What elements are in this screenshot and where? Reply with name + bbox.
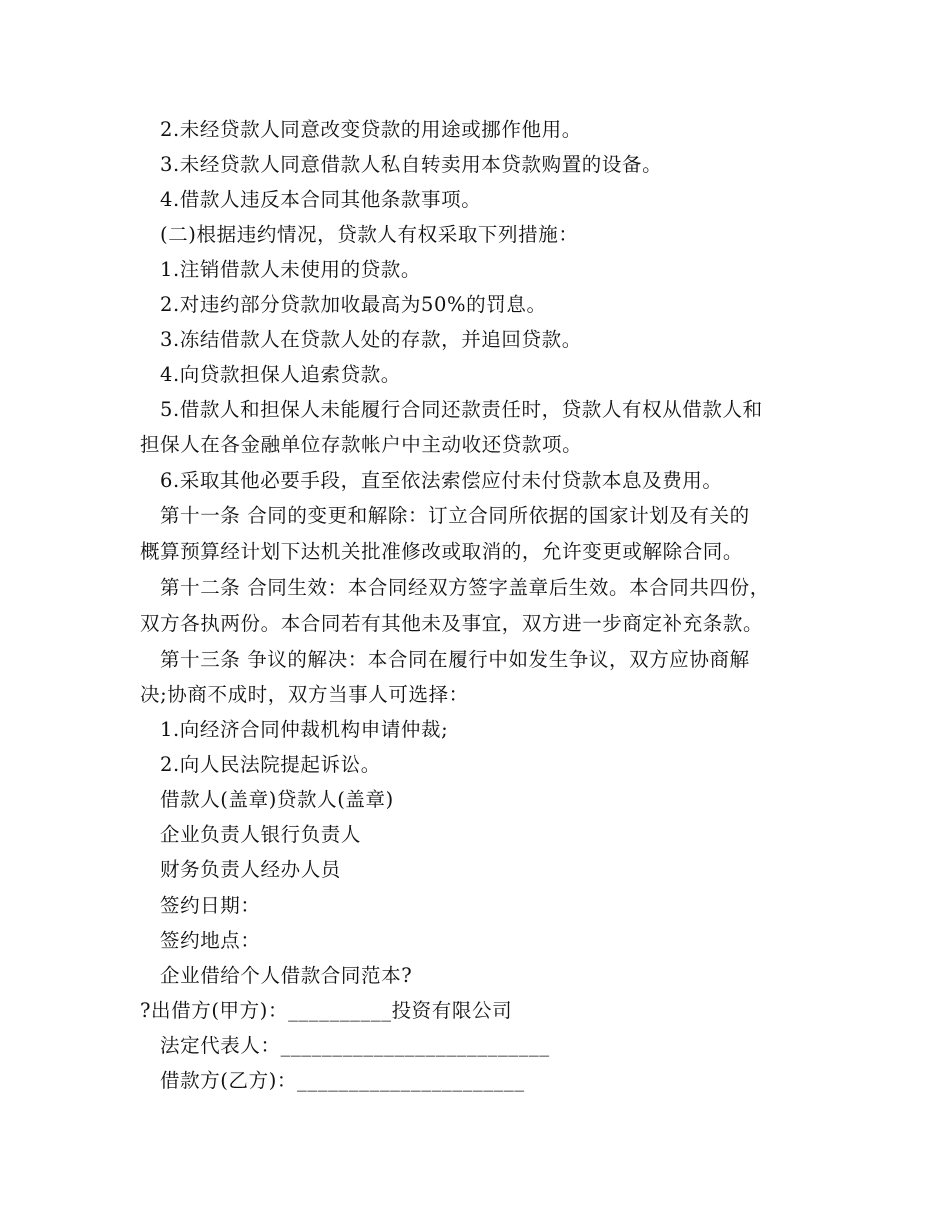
clause-line: 3.未经贷款人同意借款人私自转卖用本贷款购置的设备。	[160, 153, 663, 176]
clause-line: 2.对违约部分贷款加收最高为50%的罚息。	[160, 293, 547, 316]
clause-line: 4.向贷款担保人追索贷款。	[160, 363, 401, 386]
signature-line: 财务负责人经办人员	[160, 858, 341, 881]
borrower-line: 借款方(乙方)：______________________	[160, 1069, 525, 1092]
clause-line: 4.借款人违反本合同其他条款事项。	[160, 188, 482, 211]
signature-line: 借款人(盖章)贷款人(盖章)	[160, 788, 394, 811]
clause-line: 2.未经贷款人同意改变贷款的用途或挪作他用。	[160, 118, 582, 141]
article-12-line: 双方各执两份。本合同若有其他未及事宜，双方进一步商定补充条款。	[140, 612, 764, 635]
signing-place: 签约地点：	[160, 929, 261, 952]
article-12-line: 第十二条 合同生效：本合同经双方签字盖章后生效。本合同共四份，	[160, 576, 770, 599]
signature-line: 企业负责人银行负责人	[160, 823, 362, 846]
clause-line: 3.冻结借款人在贷款人处的存款，并追回贷款。	[160, 328, 582, 351]
article-11-line: 第十一条 合同的变更和解除：订立合同所依据的国家计划及有关的	[160, 504, 750, 527]
clause-line: 6.采取其他必要手段，直至依法索偿应付未付贷款本息及费用。	[160, 469, 723, 492]
lender-line: ?出借方(甲方)：__________投资有限公司	[140, 999, 513, 1022]
clause-line: 1.向经济合同仲裁机构申请仲裁;	[160, 718, 449, 741]
clause-line: 担保人在各金融单位存款帐户中主动收还贷款项。	[140, 433, 583, 456]
legal-representative-line: 法定代表人：__________________________	[160, 1034, 550, 1057]
section-heading: (二)根据违约情况，贷款人有权采取下列措施：	[160, 223, 579, 246]
clause-line: 2.向人民法院提起诉讼。	[160, 753, 381, 776]
article-13-line: 决;协商不成时，双方当事人可选择：	[140, 683, 469, 706]
article-13-line: 第十三条 争议的解决：本合同在履行中如发生争议，双方应协商解	[160, 648, 750, 671]
signing-date: 签约日期：	[160, 894, 261, 917]
clause-line: 1.注销借款人未使用的贷款。	[160, 258, 422, 281]
article-11-line: 概算预算经计划下达机关批准修改或取消的，允许变更或解除合同。	[140, 540, 744, 563]
template-title: 企业借给个人借款合同范本?	[160, 964, 413, 987]
clause-line: 5.借款人和担保人未能履行合同还款责任时，贷款人有权从借款人和	[160, 398, 763, 421]
